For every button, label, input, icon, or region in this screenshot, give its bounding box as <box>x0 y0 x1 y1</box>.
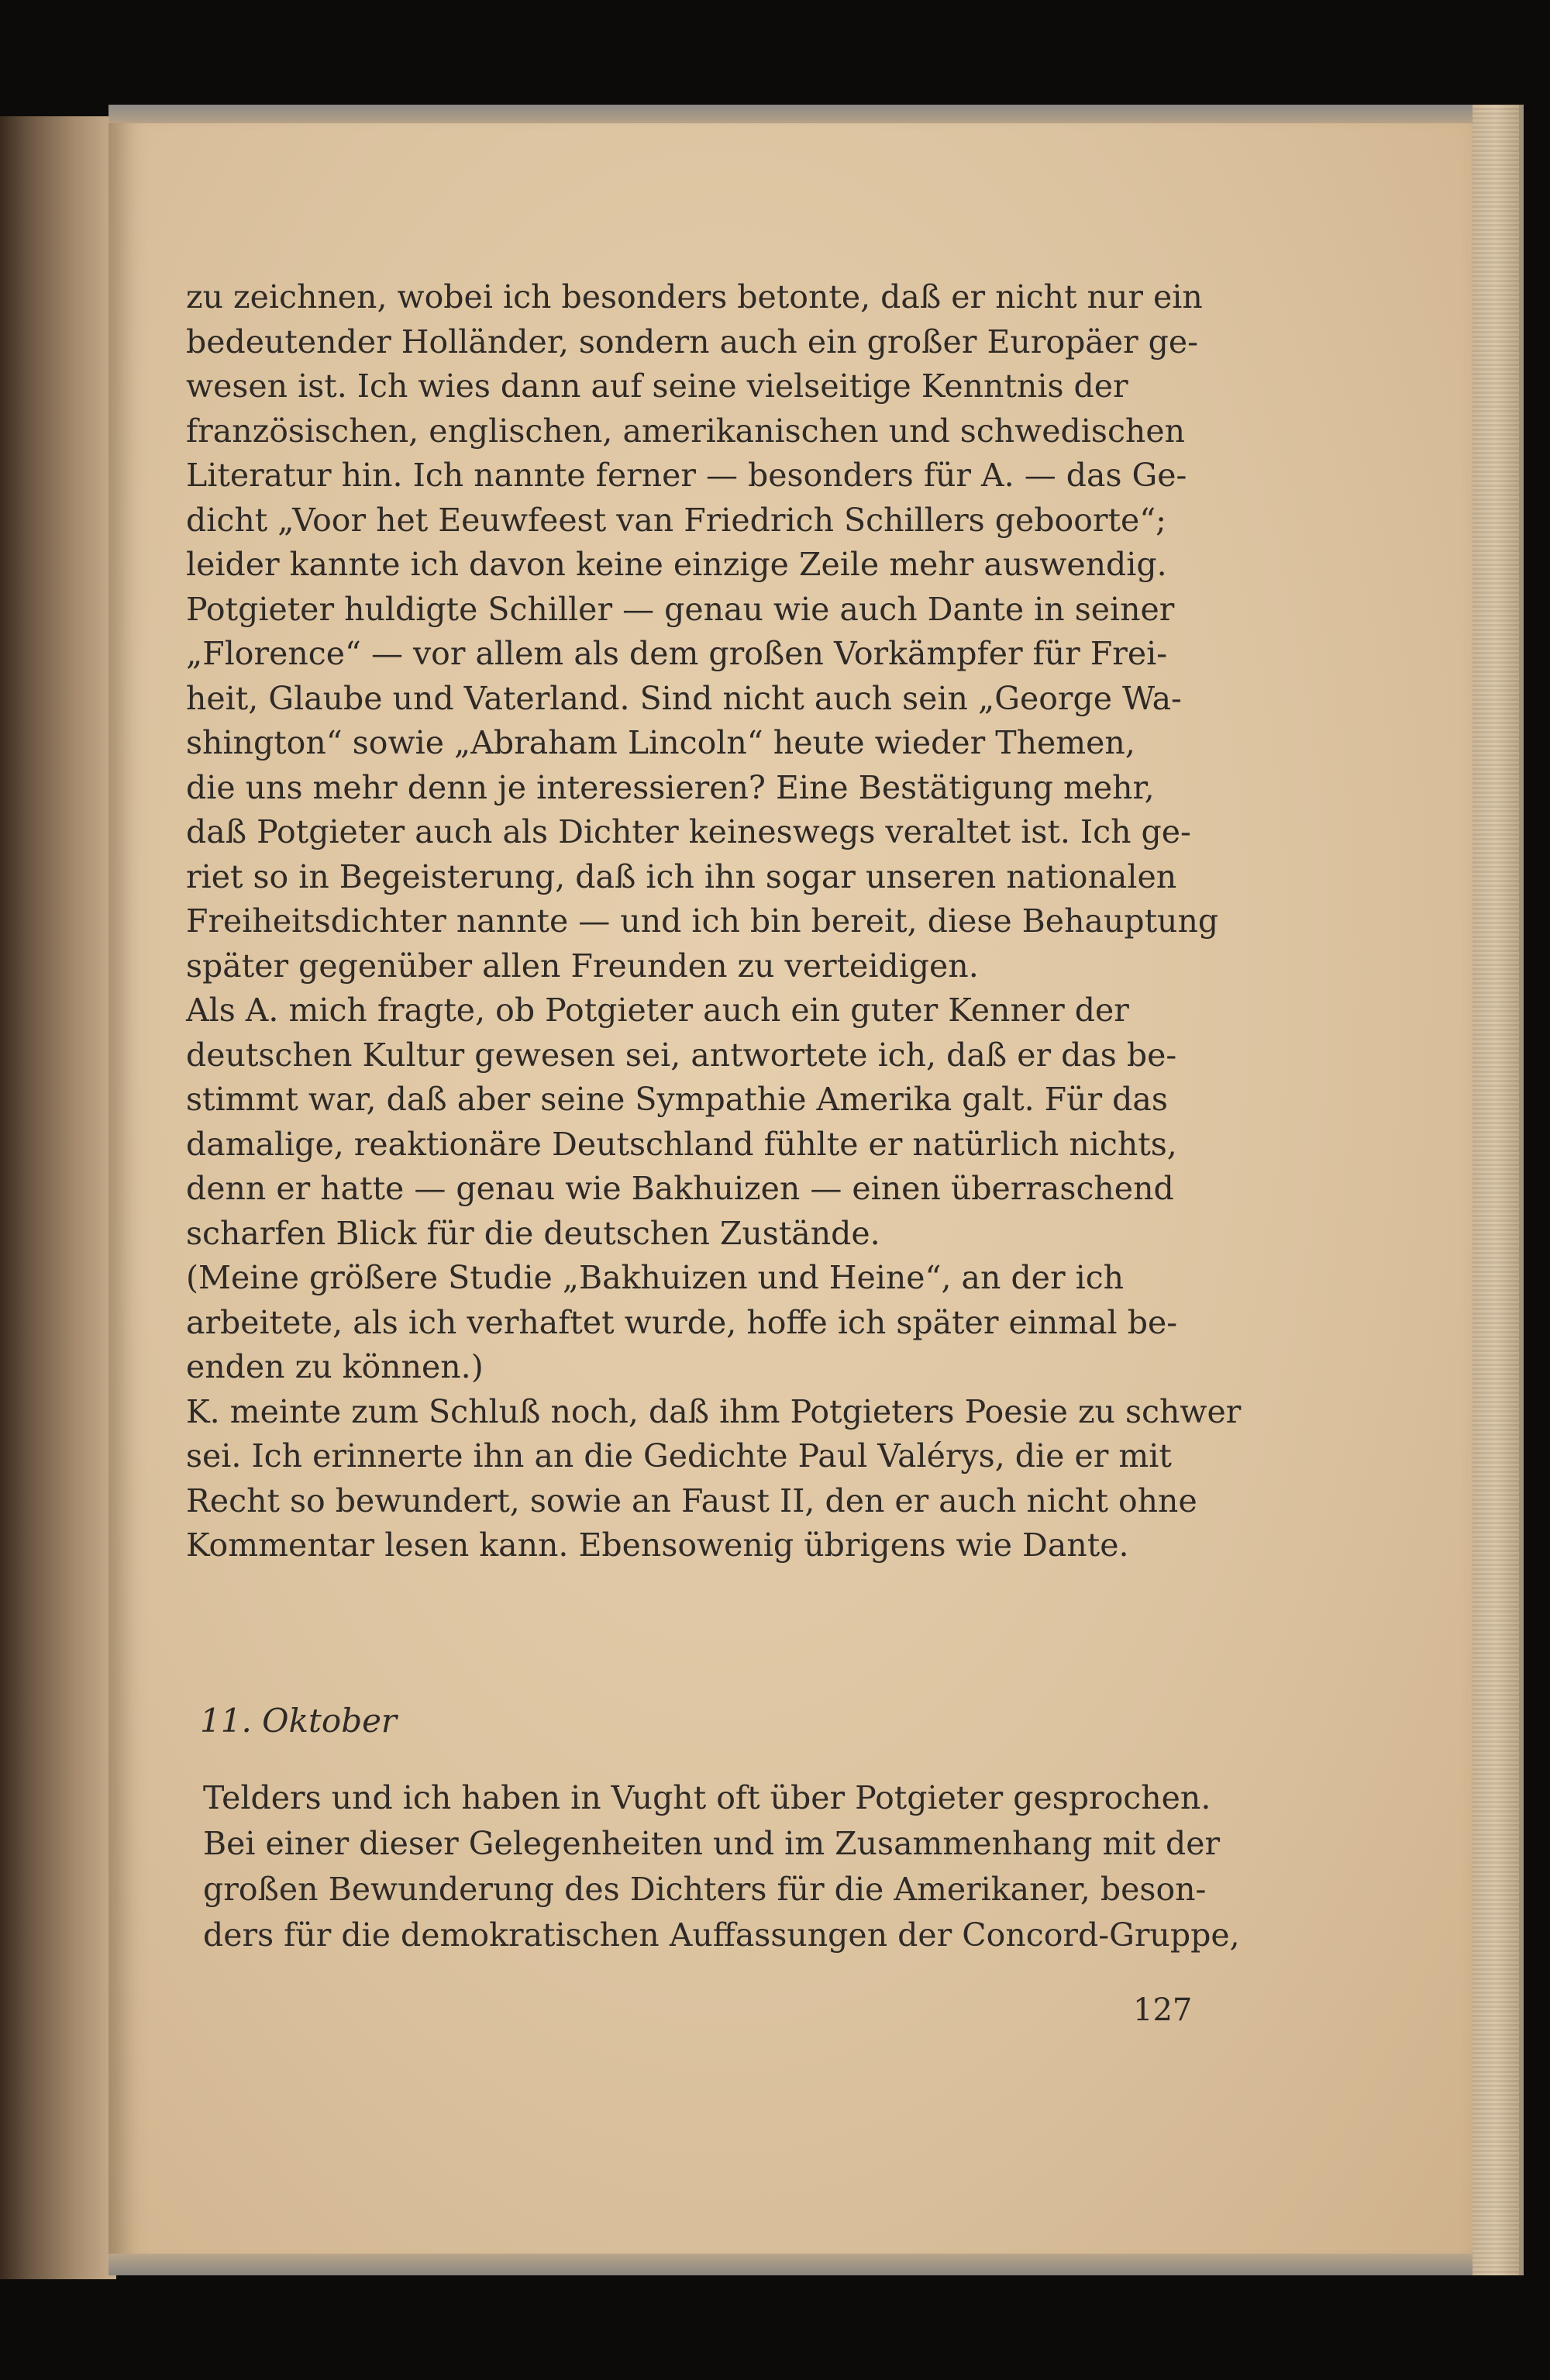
text-line: denn er hatte — genau wie Bakhuizen — einen überraschend <box>186 1170 1174 1207</box>
text-line: später gegenüber allen Freunden zu verteidigen. <box>186 947 979 985</box>
text-line: damalige, reaktionäre Deutschland fühlte er natürlich nichts, <box>186 1125 1177 1163</box>
previous-page-edge <box>0 116 116 2279</box>
text-line: Recht so bewundert, sowie an Faust II, den er auch nicht ohne <box>186 1481 1197 1519</box>
text-line: enden zu können.) <box>186 1348 484 1385</box>
text-line: sei. Ich erinnerte ihn an die Gedichte Paul Valérys, die er mit <box>186 1437 1172 1475</box>
text-line: daß Potgieter auch als Dichter keineswegs veraltet ist. Ich ge- <box>186 813 1191 850</box>
text-line: stimmt war, daß aber seine Sympathie Amerika galt. Für das <box>186 1081 1168 1118</box>
text-line: französischen, englischen, amerikanischen und schwedischen <box>186 412 1185 450</box>
text-line: shington“ sowie „Abraham Lincoln“ heute wieder Themen, <box>186 724 1135 761</box>
text-line: bedeutender Holländer, sondern auch ein großer Europäer ge- <box>186 323 1199 360</box>
body-text <box>186 275 1242 1568</box>
text-line: dicht „Voor het Eeuwfeest van Friedrich Schillers geboorte“; <box>186 501 1166 539</box>
text-line: wesen ist. Ich wies dann auf seine vielseitige Kenntnis der <box>186 367 1128 405</box>
text-line: Potgieter huldigte Schiller — genau wie auch Dante in seiner <box>186 590 1175 628</box>
text-line: Bei einer dieser Gelegenheiten und im Zusammenhang mit der <box>203 1825 1221 1862</box>
text-line: deutschen Kultur gewesen sei, antwortete ich, daß er das be- <box>186 1036 1177 1074</box>
text-line: (Meine größere Studie „Bakhuizen und Heine“, an der ich <box>186 1259 1125 1296</box>
text-line: Telders und ich haben in Vught oft über Potgieter gesprochen. <box>203 1779 1211 1816</box>
text-line: heit, Glaube und Vaterland. Sind nicht auch sein „George Wa- <box>186 679 1182 717</box>
text-line: riet so in Begeisterung, daß ich ihn sogar unseren nationalen <box>186 857 1177 895</box>
text-line: ders für die demokratischen Auffassungen der Concord-Gruppe, <box>203 1916 1240 1954</box>
text-line: „Florence“ — vor allem als dem großen Vorkämpfer für Frei- <box>186 635 1168 672</box>
text-line: Literatur hin. Ich nannte ferner — besonders für A. — das Ge- <box>186 457 1187 494</box>
text-line: K. meinte zum Schluß noch, daß ihm Potgieters Poesie zu schwer <box>186 1392 1242 1430</box>
text-line: großen Bewunderung des Dichters für die Amerikaner, beson- <box>203 1871 1207 1908</box>
text-line: Kommentar lesen kann. Ebensowenig übrigens wie Dante. <box>186 1526 1129 1564</box>
text-line: arbeitete, als ich verhaftet wurde, hoffe ich später einmal be- <box>186 1303 1178 1341</box>
text-line: Als A. mich fragte, ob Potgieter auch ein guter Kenner der <box>186 992 1129 1029</box>
page-number: 127 <box>1133 1992 1193 2028</box>
text-line: die uns mehr denn je interessieren? Eine Bestätigung mehr, <box>186 768 1155 806</box>
text-line: Freiheitsdichter nannte — und ich bin bereit, diese Behauptung <box>186 902 1219 940</box>
section-body-text <box>203 1775 1240 1958</box>
page-bottom-edge <box>108 2254 1472 2275</box>
section-heading: 11. Oktober <box>200 1702 398 1740</box>
text-line: zu zeichnen, wobei ich besonders betonte, daß er nicht nur ein <box>186 278 1203 316</box>
book-cover-edge <box>1472 105 1524 2275</box>
page-top-edge <box>108 105 1472 123</box>
text-line: leider kannte ich davon keine einzige Zeile mehr auswendig. <box>186 546 1167 583</box>
text-line: scharfen Blick für die deutschen Zustände. <box>186 1214 880 1252</box>
